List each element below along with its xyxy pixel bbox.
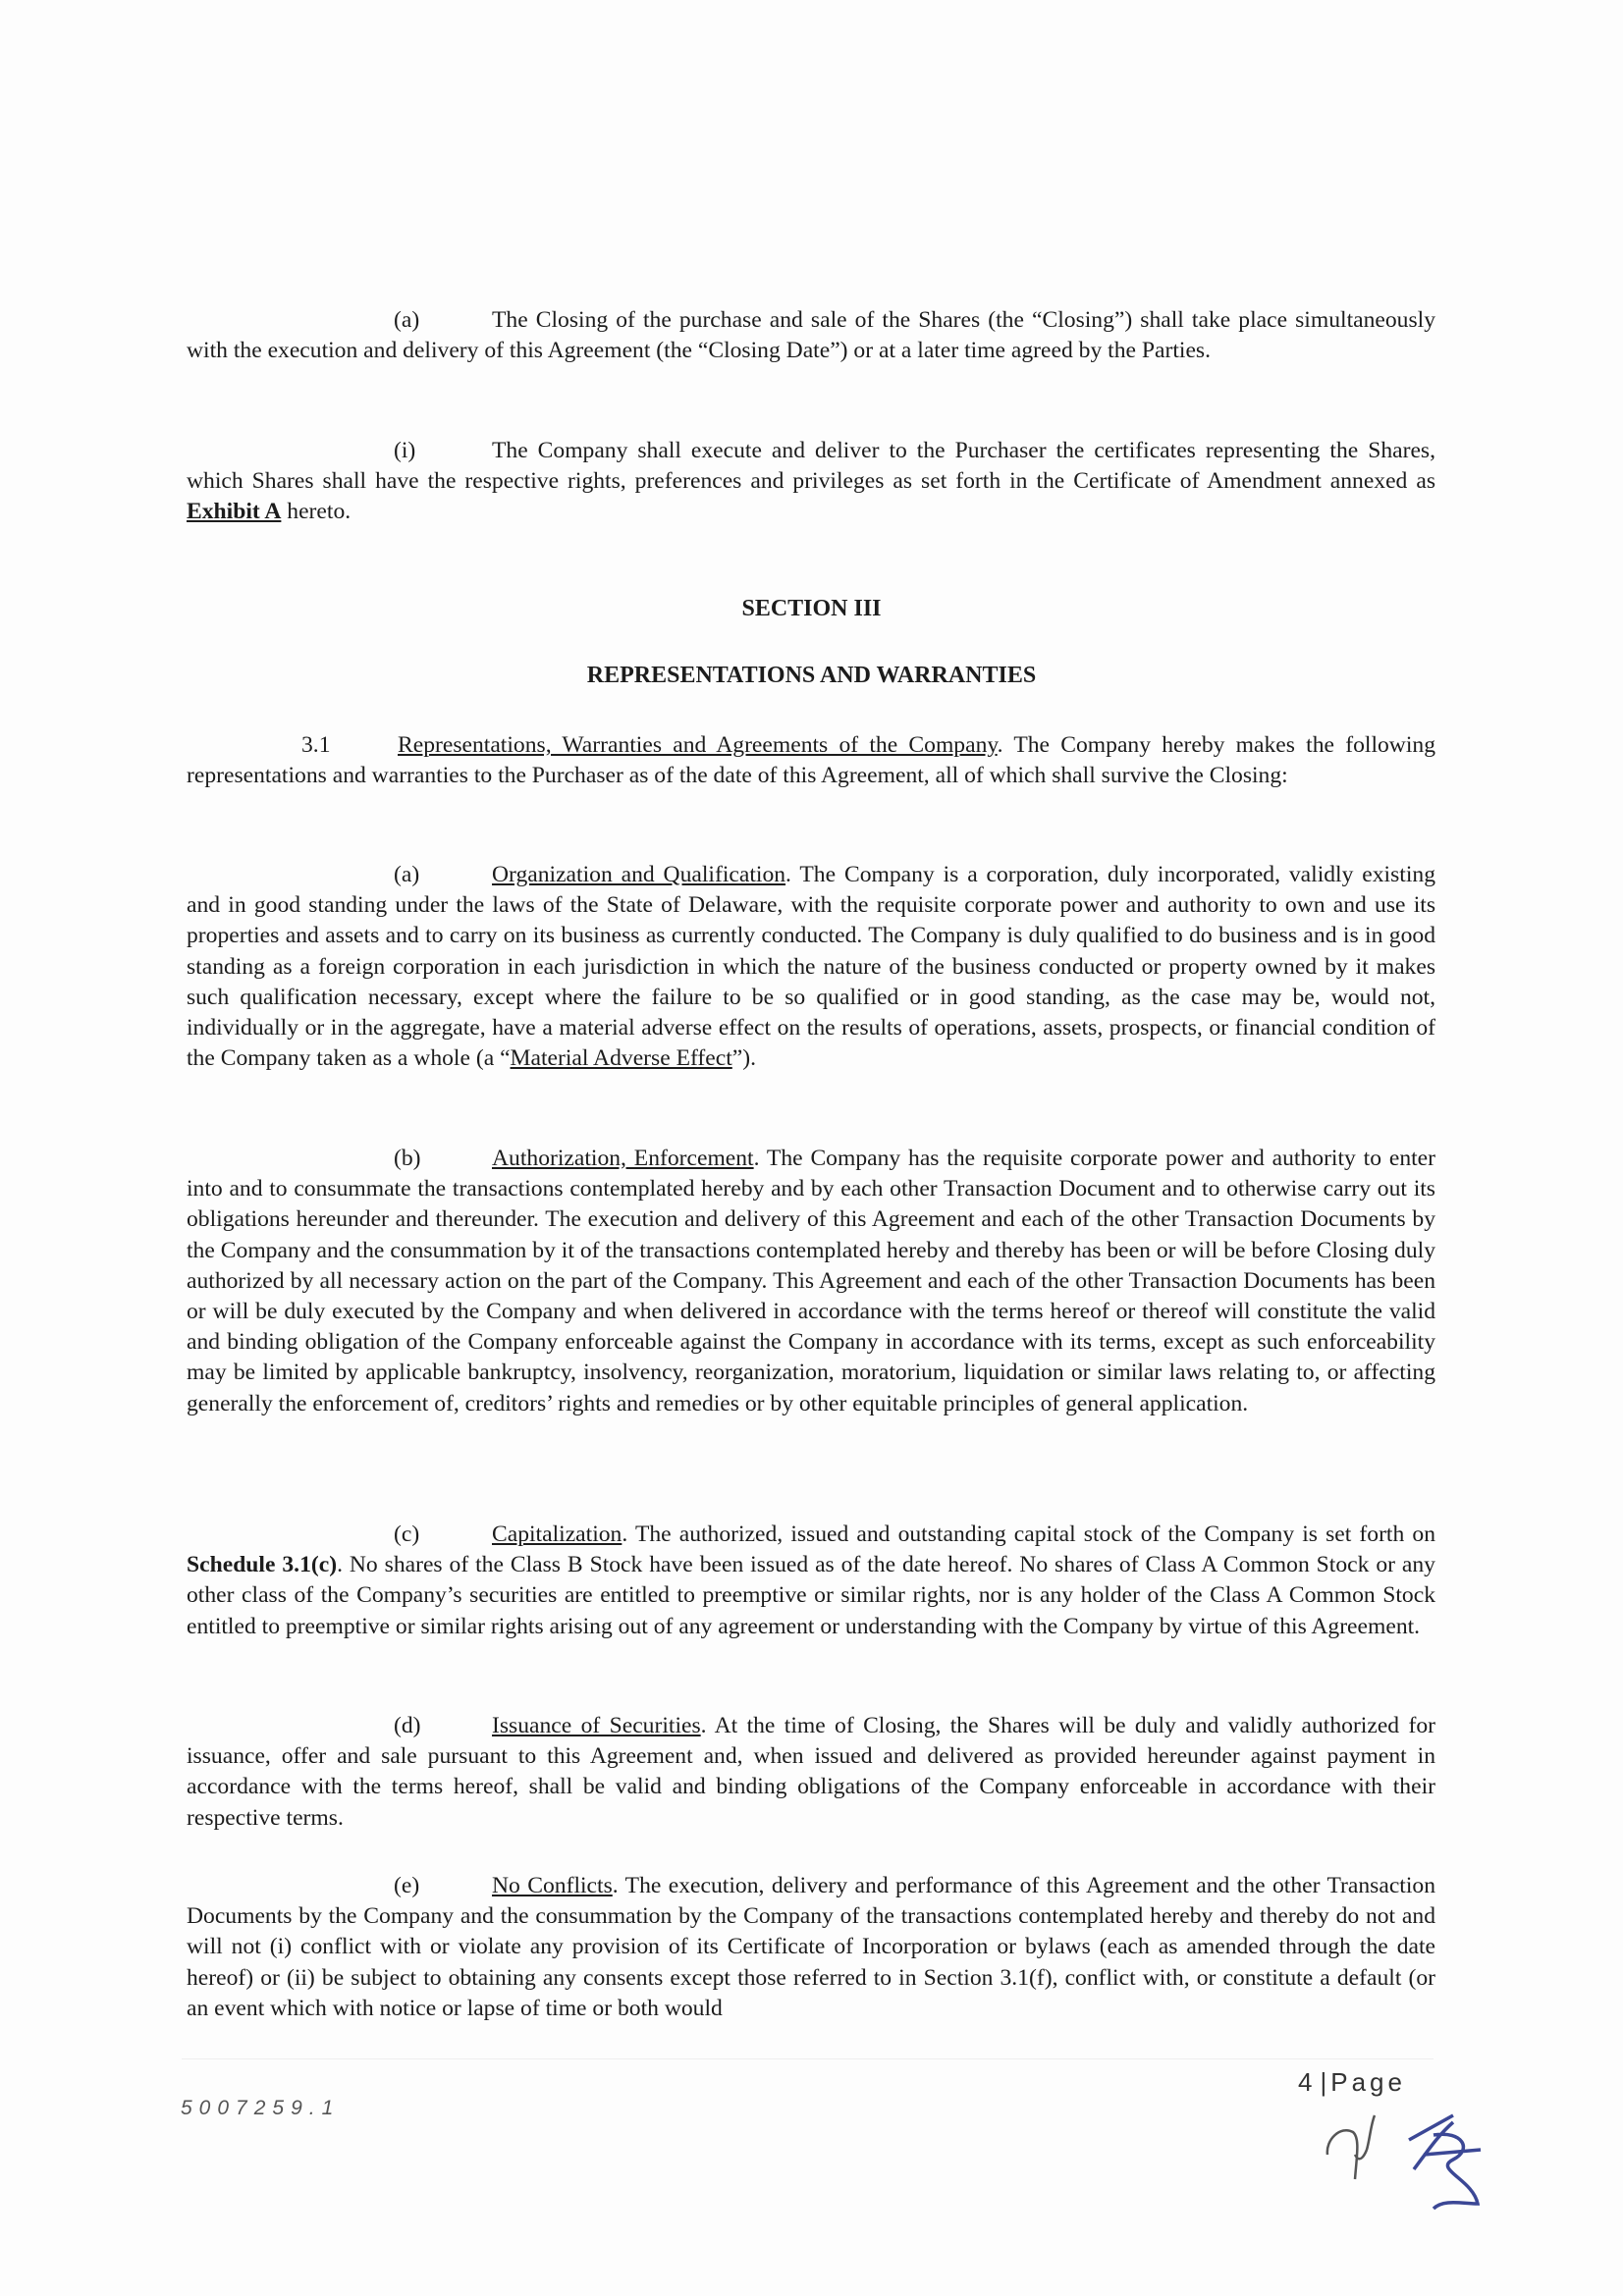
text: . The Company hereby makes the following representations and warranties to the Purchaser as of the date of this Agreement, all of which shall survive the Closing: <box>187 732 1435 789</box>
label: (c) <box>394 1522 420 1547</box>
text: The Closing of the purchase and sale of the Shares (the “Closing”) shall take place simultaneously with the execution and delivery of this Agreement (the “Closing Date”) or at a later time agreed by the Parties. <box>187 307 1435 364</box>
text: . The execution, delivery and performance of this Agreement and the other Transaction Documents by the Company and the consummation by the Company of the transactions contemplated hereby and thereby do not and will not (i) conflict with or violate any provision of its Certificate of Incorporation or bylaws (each as amended through the date hereof) or (ii) be subject to obtaining any consents except those referred to in Section 3.1(f), conflict with, or constitute a default (or an event which with notice or lapse of time or both would <box>187 1873 1435 2021</box>
heading: Authorization, Enforcement <box>492 1146 754 1171</box>
label: (d) <box>394 1713 421 1738</box>
item-a <box>187 860 1435 1074</box>
page-number-value: 4 <box>1298 2067 1317 2097</box>
text: . The Company has the requisite corporate power and authority to enter into and to consummate the transactions contemplated hereby and by each other Transaction Document and to otherwise carry out its obligations hereunder and thereunder. The execution and delivery of this Agreement and each of the other Transaction Documents by the Company and the consummation by it of the transactions contemplated hereby and thereby has been or will be before Closing duly authorized by all necessary action on the part of the Company. This Agreement and each of the other Transaction Documents has been or will be duly executed by the Company and when delivered in accordance with the terms hereof or thereof will constitute the valid and binding obligation of the Company enforceable against the Company in accordance with its terms, except as such enforceability may be limited by applicable bankruptcy, insolvency, reorganization, moratorium, liquidation or similar laws relating to, or affecting generally the enforcement of, creditors’ rights and remedies or by other equitable principles of general application. <box>187 1146 1435 1416</box>
heading: Representations, Warranties and Agreements of the Company <box>398 732 998 758</box>
item-c <box>187 1520 1435 1642</box>
item-b <box>187 1144 1435 1419</box>
label: (e) <box>394 1873 420 1898</box>
section-number: SECTION III <box>741 596 882 621</box>
signature-initials <box>1316 2110 1542 2218</box>
heading: Issuance of Securities <box>492 1713 701 1738</box>
item-e <box>187 1871 1435 2024</box>
heading: Capitalization <box>492 1522 622 1547</box>
page-number: 4 | Page <box>1298 2067 1406 2097</box>
text: . The Company is a corporation, duly incorporated, validly existing and in good standing under the laws of the State of Delaware, with the requisite corporate power and authority to own and use its properties and assets and to carry on its business as currently conducted. The Company is duly qualified to do business and is in good standing as a foreign corporation in each jurisdiction in which the nature of the business conducted or property owned by it makes such qualification necessary, except where the failure to be so qualified or in good standing, as the case may be, would not, individually or in the aggregate, have a material adverse effect on the results of operations, assets, prospects, or financial condition of the Company taken as a whole (a “ <box>187 862 1435 1072</box>
label: (a) <box>394 862 420 887</box>
label: (b) <box>394 1146 421 1171</box>
text: . The authorized, issued and outstanding capital stock of the Company is set forth on <box>622 1522 1435 1547</box>
exhibit-reference: Exhibit A <box>187 499 282 525</box>
section-title: REPRESENTATIONS AND WARRANTIES <box>586 663 1037 688</box>
text: . No shares of the Class B Stock have been issued as of the date hereof. No shares of Class A Common Stock or any other class of the Company’s securities are entitled to preemptive or similar rights, nor is any holder of the Class A Common Stock entitled to preemptive or similar rights arising out of any agreement or understanding with the Company by virtue of this Agreement. <box>187 1552 1435 1639</box>
footer-divider <box>182 2058 1434 2059</box>
text: . At the time of Closing, the Shares will be duly and validly authorized for issuance, offer and sale pursuant to this Agreement and, when issued and delivered as provided hereunder against payment in accordance with the terms hereof, shall be valid and binding obligations of the Company enforceable in accordance with their respective terms. <box>187 1713 1435 1831</box>
heading: No Conflicts <box>492 1873 613 1898</box>
item-d <box>187 1711 1435 1834</box>
page-label: Page <box>1330 2067 1406 2097</box>
label: (i) <box>394 438 416 463</box>
closing-paragraph <box>187 305 1435 366</box>
section-3-1 <box>187 730 1435 791</box>
text: The Company shall execute and deliver to the Purchaser the certificates representing the Shares, which Shares shall have the respective rights, preferences and privileges as set forth in the Certificate of Amendment annexed as <box>187 438 1435 495</box>
schedule-reference: Schedule 3.1(c) <box>187 1552 338 1578</box>
document-id: 5007259.1 <box>181 2097 341 2119</box>
heading: Organization and Qualification <box>492 862 786 887</box>
label: 3.1 <box>301 732 331 758</box>
text: ”). <box>731 1045 757 1072</box>
label: (a) <box>394 307 420 333</box>
certificates-paragraph <box>187 436 1435 528</box>
defined-term: Material Adverse Effect <box>510 1045 732 1072</box>
text: hereto. <box>281 499 352 525</box>
